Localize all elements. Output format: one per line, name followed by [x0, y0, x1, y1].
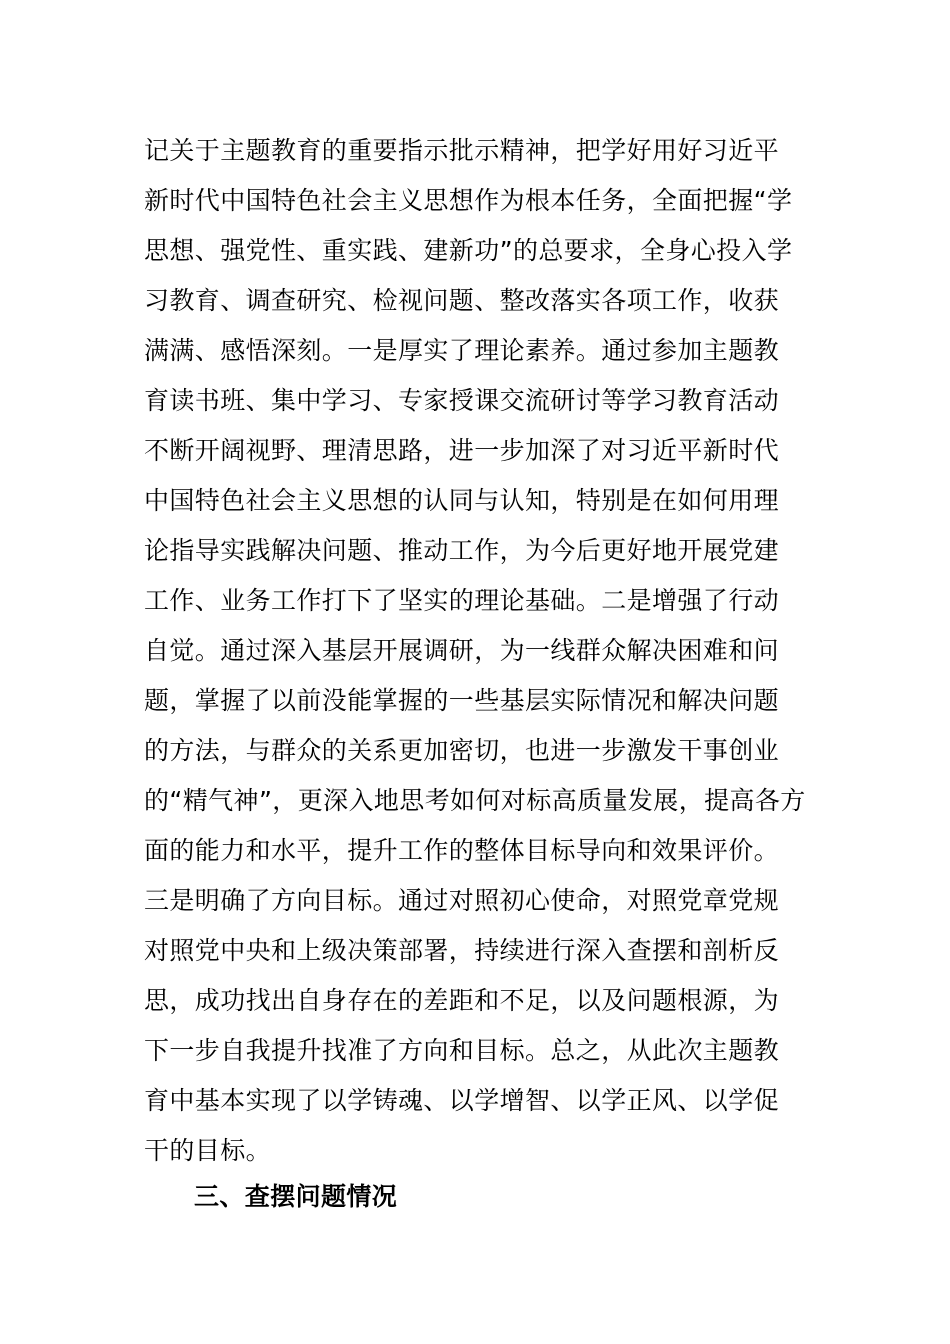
text-line: 对照党中央和上级决策部署，持续进行深入查摆和剖析反 [144, 936, 780, 965]
text-line: 育中基本实现了以学铸魂、以学增智、以学正风、以学促 [144, 1086, 780, 1115]
text-line: 自觉。通过深入基层开展调研，为一线群众解决困难和问 [144, 636, 780, 665]
text-line: 新时代中国特色社会主义思想作为根本任务，全面把握“学 [144, 186, 793, 215]
body-paragraph [144, 126, 814, 1176]
section-heading: 三、查摆问题情况 [194, 1182, 398, 1211]
text-line: 题，掌握了以前没能掌握的一些基层实际情况和解决问题 [144, 686, 780, 715]
text-line: 习教育、调查研究、检视问题、整改落实各项工作，收获 [144, 286, 780, 315]
text-line: 论指导实践解决问题、推动工作，为今后更好地开展党建 [144, 536, 780, 565]
text-line: 思想、强党性、重实践、建新功”的总要求，全身心投入学 [144, 236, 793, 265]
text-line: 干的目标。 [144, 1136, 272, 1165]
text-line: 不断开阔视野、理清思路，进一步加深了对习近平新时代 [144, 436, 780, 465]
text-line: 工作、业务工作打下了坚实的理论基础。二是增强了行动 [144, 586, 780, 615]
text-line: 下一步自我提升找准了方向和目标。总之，从此次主题教 [144, 1036, 780, 1065]
text-line: 的“精气神”，更深入地思考如何对标高质量发展，提高各方 [144, 786, 806, 815]
text-line: 满满、感悟深刻。一是厚实了理论素养。通过参加主题教 [144, 336, 780, 365]
text-line: 思，成功找出自身存在的差距和不足，以及问题根源，为 [144, 986, 780, 1015]
text-line: 面的能力和水平，提升工作的整体目标导向和效果评价。 [144, 836, 780, 865]
text-line: 三是明确了方向目标。通过对照初心使命，对照党章党规 [144, 886, 780, 915]
text-line: 中国特色社会主义思想的认同与认知，特别是在如何用理 [144, 486, 780, 515]
text-line: 记关于主题教育的重要指示批示精神，把学好用好习近平 [144, 136, 780, 165]
text-line: 的方法，与群众的关系更加密切，也进一步激发干事创业 [144, 736, 780, 765]
text-line: 育读书班、集中学习、专家授课交流研讨等学习教育活动 [144, 386, 780, 415]
